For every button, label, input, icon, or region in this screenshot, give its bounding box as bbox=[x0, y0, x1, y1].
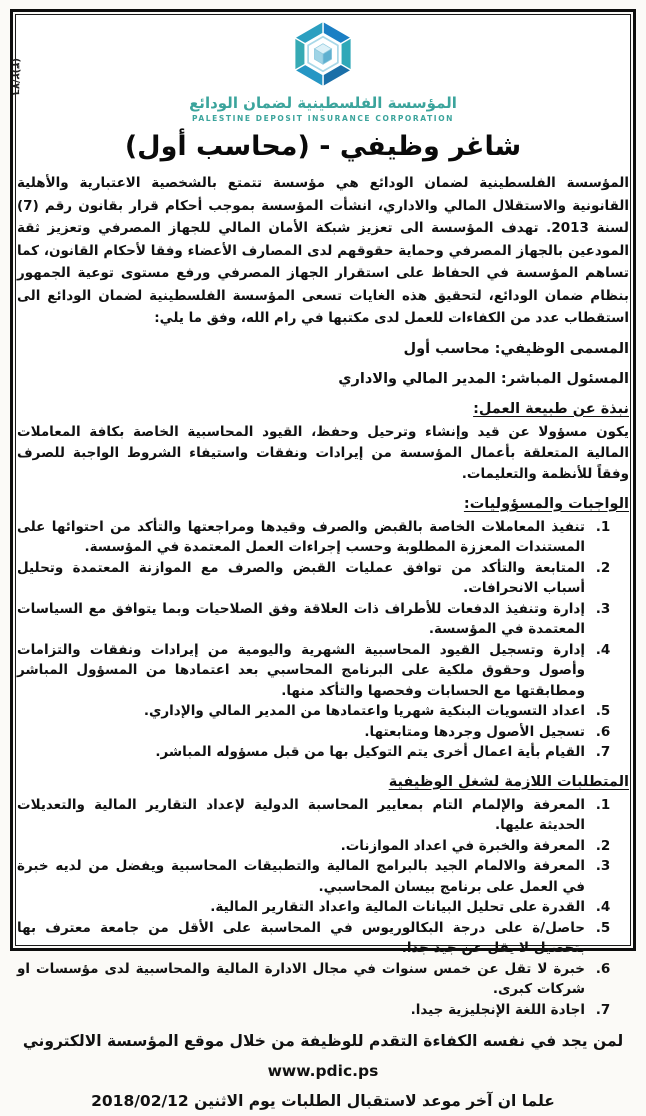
list-item-text: المعرفة والخبرة في اعداد الموازنات. bbox=[340, 837, 585, 854]
list-item bbox=[17, 599, 629, 640]
list-item-text: إدارة وتنفيذ الدفعات للأطراف ذات العلاقة وفق الصلاحيات وبما يتوافق مع السياسات المعتمدة في المؤسسة. bbox=[17, 600, 585, 637]
job-title-value: محاسب أول bbox=[403, 340, 490, 357]
list-item bbox=[17, 1000, 629, 1021]
list-item-text: إدارة وتسجيل القيود المحاسبية الشهرية واليومية من إيرادات ونفقات والتزامات وأصول وحقوق ملكية على البرنامج المحاسبي بعد اعتمادها من المسؤول المباشر ومطابقتها مع الحسابات وفحصها والتأكد منها. bbox=[17, 641, 585, 699]
list-number: 2. bbox=[595, 559, 611, 576]
list-item-text: المعرفة والإلمام التام بمعايير المحاسبة الدولية لإعداد التقارير المالية والتعديلات الحديثة عليها. bbox=[17, 796, 585, 833]
list-number: 2. bbox=[595, 837, 611, 854]
list-number: 3. bbox=[595, 858, 611, 874]
list-item-text: القدرة على تحليل البيانات المالية واعداد التقارير المالية. bbox=[210, 899, 585, 915]
vacancy-title: شاغر وظيفي - (محاسب أول) bbox=[124, 131, 522, 162]
list-number: 6. bbox=[595, 723, 611, 740]
deadline-line: علما ان آخر موعد لاستقبال الطلبات يوم الاثنين 2018/02/12 bbox=[91, 1092, 555, 1110]
job-title-line bbox=[17, 339, 629, 360]
list-number: 4. bbox=[595, 641, 611, 658]
supervisor-line bbox=[17, 369, 629, 390]
list-item-text: تنفيذ المعاملات الخاصة بالقبض والصرف وقيدها ومراجعتها والتأكد من احتوائها على المستندات المعززة المطلوبة وحسب إجراءات العمل المعتمدة في المؤسسة. bbox=[17, 518, 585, 555]
letterhead bbox=[17, 16, 629, 123]
list-number: 3. bbox=[595, 600, 611, 617]
requirements-heading: المتطلبات اللازمة لشغل الوظيفية bbox=[388, 773, 629, 790]
about-body: يكون مسؤولا عن قيد وإنشاء وترحيل وحفظ، القيود المحاسبية الخاصة بكافة المعاملات المالية المتعلقة بأعمال المؤسسة من إيرادات ونفقات واستيفاء الشروط الواجبة للصرف وفقاً للأنظمة والتعليمات. bbox=[17, 423, 629, 482]
list-item bbox=[17, 517, 629, 558]
list-number: 4. bbox=[595, 899, 611, 915]
pdic-hexagon-logo-icon bbox=[280, 16, 366, 92]
list-item-text: خبرة لا تقل عن خمس سنوات في مجال الادارة المالية والمحاسبية لدى مؤسسات او شركات كبرى. bbox=[17, 960, 585, 997]
apply-instruction-line: لمن يجد في نفسه الكفاءة التقدم للوظيفة من خلال موقع المؤسسة الالكتروني www.pdic.ps bbox=[22, 1032, 624, 1080]
supervisor-value: المدير المالي والاداري bbox=[338, 370, 496, 387]
list-item bbox=[17, 558, 629, 599]
list-item bbox=[17, 722, 629, 743]
list-item bbox=[17, 897, 629, 918]
document-content bbox=[17, 16, 629, 1110]
org-name-english: PALESTINE DEPOSIT INSURANCE CORPORATION bbox=[191, 114, 455, 123]
list-number: 6. bbox=[595, 960, 611, 977]
list-item-text: تسجيل الأصول وجردها ومتابعتها. bbox=[364, 723, 585, 740]
list-item bbox=[17, 701, 629, 722]
list-item bbox=[17, 640, 629, 702]
list-item-text: اعداد التسويات البنكية شهريا واعتمادها من المدير المالي والإداري. bbox=[143, 703, 585, 719]
list-item bbox=[17, 856, 629, 897]
org-name-arabic: المؤسسة الفلسطينية لضمان الودائع bbox=[189, 94, 457, 112]
list-number: 7. bbox=[595, 744, 611, 760]
list-item-text: اجادة اللغة الإنجليزية جيدا. bbox=[410, 1001, 585, 1018]
list-item bbox=[17, 959, 629, 1000]
supervisor-label: المسئول المباشر: bbox=[500, 370, 629, 387]
requirements-list bbox=[17, 795, 629, 1021]
list-number: 1. bbox=[595, 518, 611, 535]
list-item bbox=[17, 742, 629, 763]
list-number: 1. bbox=[595, 796, 611, 813]
list-item bbox=[17, 918, 629, 959]
list-item-text: المعرفة والالمام الجيد بالبرامج المالية والتطبيقات المحاسبية ويفضل من لديه خبرة في العمل على برنامج بيسان المحاسبي. bbox=[17, 858, 585, 895]
intro-paragraph: المؤسسة الفلسطينية لضمان الودائع هي مؤسسة تتمتع بالشخصية الاعتبارية والأهلية القانونية والاستقلال المالي والاداري، انشأت المؤسسة بموجب أحكام قرار بقانون رقم (7) لسنة 2013. تهدف المؤسسة الى تعزيز شبكة الأمان المالي للجهاز المصرفي وتعزيز ثقة المودعين بالجهاز المصرفي وحماية حقوقهم لدى المصارف الأعضاء وفقا لأحكام القانون، كما تساهم المؤسسة في الحفاظ على استقرار الجهاز المصرفي ورفع مستوى توعية الجمهور بنظام ضمان الودائع، لتحقيق هذه الغايات تسعى المؤسسة الفلسطينية لضمان الودائع الى استقطاب عدد من الكفاءات للعمل لدى مكتبها في رام الله، وفق ما يلي: bbox=[17, 175, 629, 326]
list-item-text: المتابعة والتأكد من توافق عمليات القبض والصرف مع الموازنة المعتمدة وتحليل أسباب الانحرافات. bbox=[17, 559, 585, 596]
job-title-label: المسمى الوظيفي: bbox=[494, 340, 629, 357]
list-number: 5. bbox=[595, 703, 611, 719]
list-item bbox=[17, 836, 629, 857]
application-instructions bbox=[17, 1020, 629, 1116]
duties-heading: الواجبات والمسؤوليات: bbox=[463, 495, 629, 512]
list-number: 7. bbox=[595, 1001, 611, 1018]
list-item-text: حاصل/ة على درجة البكالوريوس في المحاسبة على الأقل من جامعة معترف بها بتحصيل لا يقل عن جيد جدا. bbox=[17, 919, 585, 956]
about-heading: نبذة عن طبيعة العمل: bbox=[473, 400, 629, 417]
duties-list bbox=[17, 517, 629, 763]
list-item-text: القيام بأية اعمال أخرى يتم التوكيل بها من قبل مسؤوله المباشر. bbox=[155, 744, 585, 760]
list-number: 5. bbox=[595, 919, 611, 936]
margin-reference-number: (٣)٢/٧٦ bbox=[10, 58, 21, 96]
list-item bbox=[17, 795, 629, 836]
